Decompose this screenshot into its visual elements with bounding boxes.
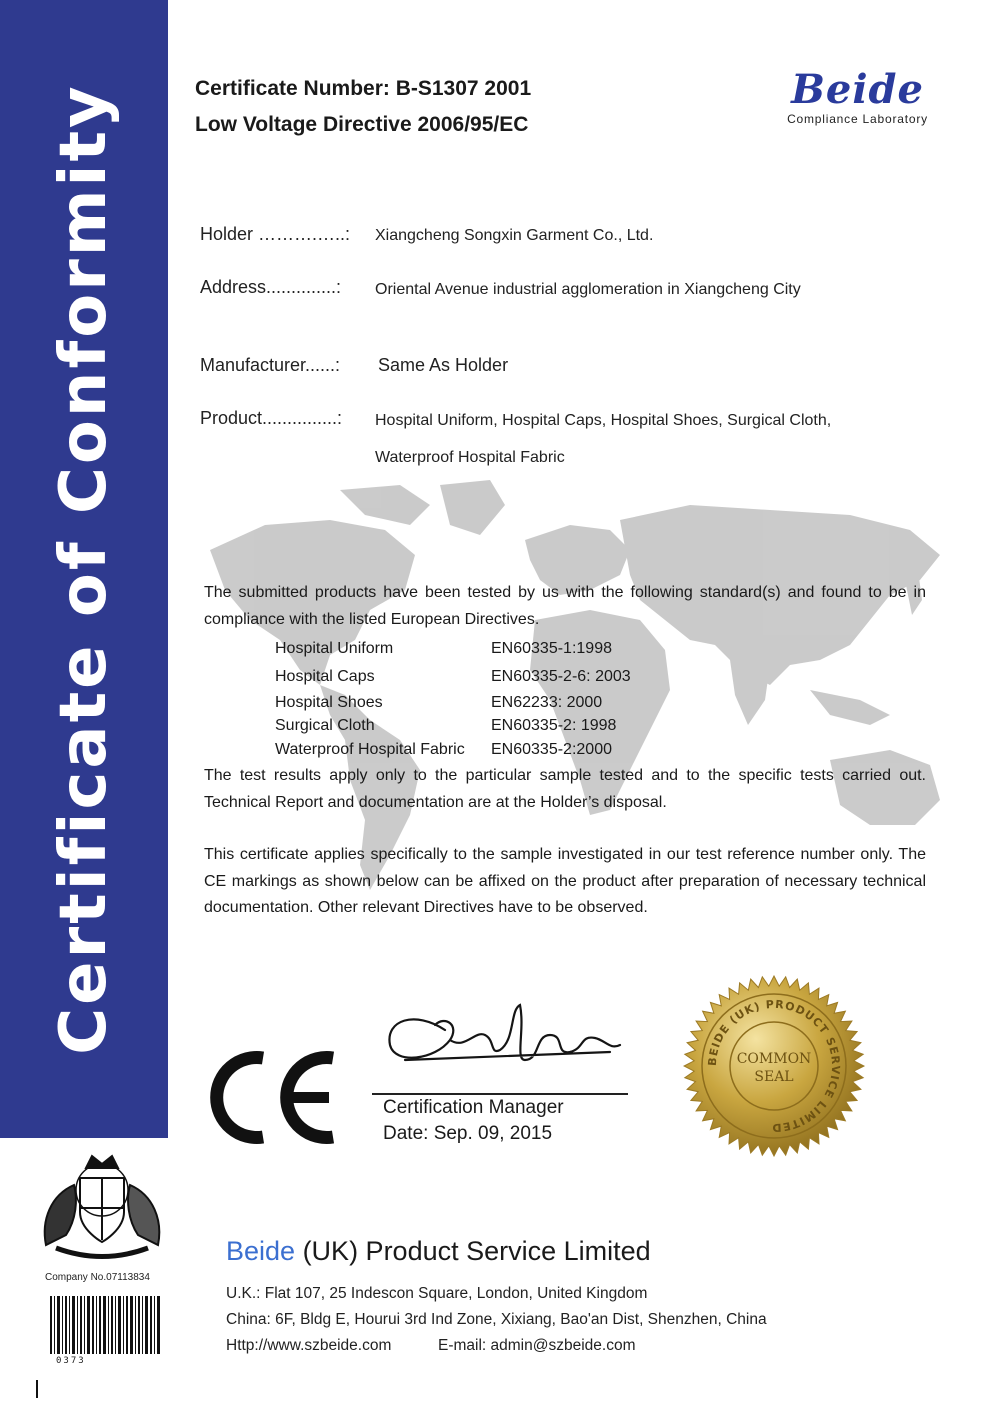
- seal-ring-text: BEIDE (UK) PRODUCT SERVICE LIMITED: [705, 997, 843, 1135]
- company-number: Company No.07113834: [45, 1272, 150, 1283]
- standard-row: [275, 694, 695, 718]
- directive-title: Low Voltage Directive 2006/95/EC: [195, 113, 529, 136]
- china-address: China: 6F, Bldg E, Hourui 3rd Ind Zone, Xixiang, Bao'an Dist, Shenzhen, China: [226, 1311, 767, 1328]
- standard-code: EN60335-1:1998: [491, 640, 612, 657]
- standard-code: EN60335-2: 1998: [491, 717, 617, 734]
- seal-center-line2: SEAL: [754, 1069, 794, 1085]
- logo-name: Beide: [791, 66, 924, 113]
- gold-seal-icon: [683, 975, 865, 1157]
- uk-address: U.K.: Flat 107, 25 Indescon Square, London, United Kingdom: [226, 1285, 648, 1302]
- standard-row: [275, 741, 695, 765]
- address-value: Oriental Avenue industrial agglomeration in Xiangcheng City: [375, 281, 801, 298]
- signature-icon: [375, 990, 625, 1080]
- product-label: Product...............:: [200, 408, 343, 428]
- standard-product: Waterproof Hospital Fabric: [275, 741, 465, 758]
- compliance-intro: The submitted products have been tested by us with the following standard(s) and found to be in compliance with the listed European Directives.: [204, 584, 926, 628]
- product-value-line1: Hospital Uniform, Hospital Caps, Hospital Shoes, Surgical Cloth,: [375, 412, 832, 429]
- signature-date: Date: Sep. 09, 2015: [383, 1123, 553, 1144]
- barcode-icon: [50, 1296, 162, 1354]
- side-banner: [0, 0, 168, 1138]
- standard-product: Hospital Uniform: [275, 640, 394, 657]
- standard-row: [275, 640, 695, 664]
- standard-product: Surgical Cloth: [275, 717, 375, 734]
- ce-mark-icon: [205, 1050, 340, 1145]
- standard-code: EN60335-2-6: 2003: [491, 668, 631, 685]
- manufacturer-label: Manufacturer......:: [200, 355, 341, 375]
- standard-product: Hospital Caps: [275, 668, 375, 685]
- signatory-role: Certification Manager: [383, 1097, 564, 1118]
- test-results-paragraph: The test results apply only to the particular sample tested and to the specific tests carried out. Technical Report and documentation are at the Holder’s disposal.: [204, 767, 926, 811]
- seal-center-line1: COMMON: [736, 1051, 812, 1067]
- product-value-line2: Waterproof Hospital Fabric: [375, 449, 565, 466]
- standard-row: [275, 668, 695, 692]
- barcode-digits: 0373: [56, 1356, 86, 1366]
- beide-logo: [770, 68, 945, 126]
- standard-row: [275, 717, 695, 741]
- holder-value: Xiangcheng Songxin Garment Co., Ltd.: [375, 227, 654, 244]
- standard-code: EN62233: 2000: [491, 694, 603, 711]
- manufacturer-value: Same As Holder: [378, 355, 509, 375]
- company-name: [226, 1236, 651, 1267]
- certificate-title: Certificate of Conformity: [47, 83, 121, 1055]
- website-link[interactable]: Http://www.szbeide.com: [226, 1337, 392, 1354]
- royal-coat-of-arms-icon: [36, 1150, 168, 1268]
- address-label: Address..............:: [200, 277, 342, 297]
- signature-line: [372, 1093, 628, 1095]
- company-name-rest: (UK) Product Service Limited: [295, 1236, 651, 1266]
- certificate-number: Certificate Number: B-S1307 2001: [195, 77, 532, 100]
- email-link[interactable]: E-mail: admin@szbeide.com: [438, 1337, 636, 1354]
- company-brand: Beide: [226, 1236, 296, 1266]
- applicability-paragraph: This certificate applies specifically to the sample investigated in our test reference number only. The CE markings as shown below can be affixed on the product after preparation of necessary technical documentation. Other relevant Directives have to be observed.: [204, 846, 926, 916]
- text-cursor: [36, 1380, 38, 1398]
- holder-label: Holder ……….…..:: [200, 224, 351, 244]
- standard-code: EN60335-2:2000: [491, 741, 612, 758]
- logo-subtitle: Compliance Laboratory: [787, 112, 928, 126]
- standard-product: Hospital Shoes: [275, 694, 383, 711]
